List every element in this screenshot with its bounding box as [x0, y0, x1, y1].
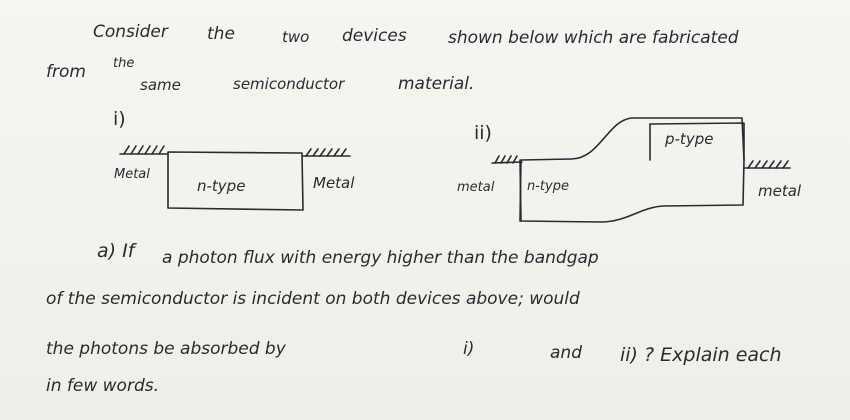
- device-i-ntype-label: n-type: [197, 177, 246, 195]
- label-device-ii: ii): [474, 122, 492, 144]
- device-i-metal-left-label: Metal: [114, 167, 150, 182]
- text-material: material.: [398, 74, 475, 94]
- device-ii-metal-right-hatch: [744, 161, 790, 168]
- question-line-3c: and: [550, 343, 582, 363]
- question-line-2: of the semiconductor is incident on both devices above; would: [46, 289, 580, 309]
- text-devices: devices: [342, 26, 407, 46]
- device-ii-ntype-label: n-type: [527, 179, 569, 194]
- device-i-metal-right-label: Metal: [313, 174, 355, 192]
- text-semiconductor: semiconductor: [233, 75, 345, 93]
- text-the-small: the: [113, 56, 135, 71]
- device-i-metal-left-hatch: [120, 146, 168, 154]
- question-line-3d: ii) ? Explain each: [620, 344, 782, 366]
- device-ii-metal-left-hatch: [492, 156, 522, 163]
- text-two: two: [282, 28, 310, 46]
- device-ii-ptype-label: p-type: [665, 130, 714, 148]
- device-ii-ntype-edge: [520, 160, 521, 221]
- label-device-i: i): [113, 108, 126, 130]
- question-line-3b: i): [463, 339, 475, 359]
- question-part-a: a) If: [97, 240, 135, 262]
- question-line-3a: the photons be absorbed by: [46, 339, 286, 359]
- device-i-metal-right-hatch: [303, 149, 350, 156]
- text-consider: Consider: [93, 22, 168, 42]
- text-shown-below: shown below which are fabricated: [448, 28, 739, 48]
- question-line-4: in few words.: [46, 376, 159, 396]
- device-ii-metal-right-label: metal: [758, 182, 802, 200]
- question-line-1: a photon flux with energy higher than the bandgap: [162, 248, 599, 268]
- text-the: the: [207, 24, 235, 44]
- device-ii-metal-left-label: metal: [457, 180, 495, 195]
- text-from: from: [46, 62, 86, 82]
- text-same: same: [140, 76, 181, 94]
